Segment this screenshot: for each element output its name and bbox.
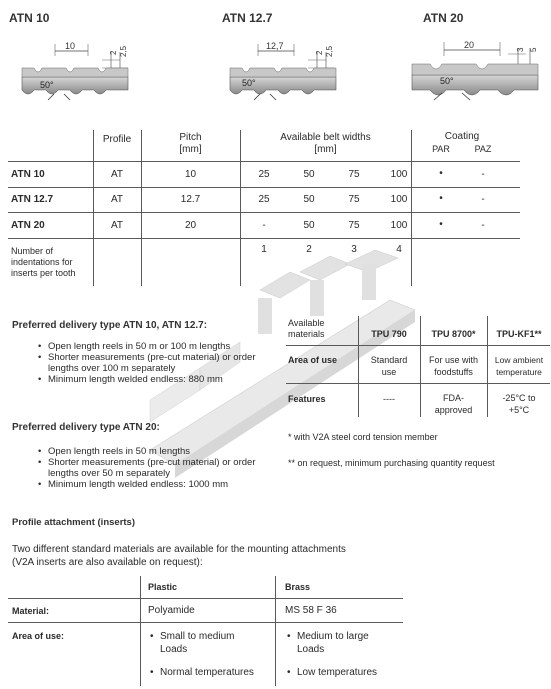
row-width: 100	[390, 169, 408, 180]
col-header-brass: Brass	[285, 582, 311, 592]
col-header-widths-unit: [mm]	[314, 144, 337, 155]
angle-label: 50°	[40, 80, 54, 90]
height-label-1: 2	[315, 50, 324, 55]
col-header-coating: Coating	[444, 131, 480, 142]
delivery1-list	[36, 341, 276, 385]
attachment-intro-line: Two different standard materials are available for the mounting attachments	[12, 544, 346, 555]
pitch-label: 12,7	[266, 41, 284, 51]
pitch-label: 20	[464, 40, 475, 50]
height-label-1: 2	[109, 50, 118, 55]
row-paz: -	[481, 220, 485, 231]
row-width: 100	[390, 194, 408, 205]
plastic-area-item-cont: Loads	[160, 644, 188, 655]
area-cell	[487, 354, 551, 378]
area-cell	[358, 354, 420, 378]
features-cell-line: FDA-	[443, 393, 464, 403]
indentation-value: 4	[396, 244, 402, 255]
plastic-material: Polyamide	[148, 605, 195, 616]
material-col-header: TPU 790	[371, 329, 407, 339]
plastic-area-item: • Normal temperatures	[150, 667, 254, 678]
footnote-1: * with V2A steel cord tension member	[288, 432, 438, 442]
indentations-label-line: inserts per tooth	[11, 268, 76, 278]
row-name: ATN 20	[11, 220, 45, 231]
delivery1-item: • Shorter measurements (pre-cut material) or order lengths over 100 m separately	[36, 352, 276, 374]
height-label-2: 2,5	[325, 45, 334, 57]
area-cell-line: Low ambient	[494, 355, 544, 365]
footnote-2: ** on request, minimum purchasing quantity request	[288, 458, 495, 468]
height-label-2: 2,5	[119, 45, 128, 57]
delivery2-item: • Shorter measurements (pre-cut material) or order lengths over 50 m separately	[36, 457, 276, 479]
indentations-label	[11, 246, 76, 279]
features-cell-line: approved	[434, 405, 473, 415]
indentation-value: 3	[351, 244, 357, 255]
profile-drawing-atn127	[228, 40, 348, 106]
delivery2-item: • Open length reels in 50 m lengths	[36, 446, 276, 457]
row-width: 100	[390, 220, 408, 231]
row-width: 50	[303, 169, 315, 180]
row-profile: AT	[110, 220, 124, 231]
row-width: 75	[348, 169, 360, 180]
area-cell-line: Standard	[370, 355, 408, 365]
row-par: •	[439, 219, 443, 230]
attachment-title: Profile attachment (inserts)	[12, 517, 135, 528]
delivery1-title: Preferred delivery type ATN 10, ATN 12.7:	[12, 320, 208, 331]
brass-area-item: • Low temperatures	[287, 667, 378, 678]
material-col-header: TPU 8700*	[431, 329, 476, 339]
height-label-1: 3	[516, 47, 525, 52]
brass-material: MS 58 F 36	[285, 605, 337, 616]
delivery1-item: • Open length reels in 50 m or 100 m lengths	[36, 341, 276, 352]
row-pitch: 20	[184, 220, 197, 231]
features-cell-line: -25°C to	[502, 393, 536, 403]
row-width: 50	[303, 194, 315, 205]
angle-label: 50°	[242, 78, 256, 88]
profile-drawing-atn20	[410, 38, 546, 106]
row-width: 25	[258, 169, 270, 180]
row-width: 25	[258, 194, 270, 205]
row-width: 75	[348, 194, 360, 205]
area-cell-line: temperature	[496, 367, 542, 377]
area-of-use-attachment-label: Area of use:	[12, 631, 65, 641]
features-cell	[420, 392, 487, 416]
indentation-value: 1	[261, 244, 267, 255]
plastic-area-text: Normal temperatures	[160, 667, 254, 678]
brass-area	[285, 630, 377, 679]
plastic-area	[148, 630, 254, 679]
delivery2-title: Preferred delivery type ATN 20:	[12, 422, 160, 433]
delivery2-item: • Minimum length welded endless: 1000 mm	[36, 479, 276, 490]
indentations-label-line: indentations for	[11, 257, 73, 267]
features-cell	[487, 392, 551, 416]
pitch-label: 10	[65, 41, 76, 51]
delivery2-list	[36, 446, 276, 490]
brass-area-item-cont: Loads	[297, 644, 325, 655]
row-par: •	[439, 168, 443, 179]
col-header-plastic: Plastic	[148, 582, 178, 592]
area-of-use-label: Area of use	[288, 355, 338, 365]
profile-title-atn10: ATN 10	[9, 11, 50, 25]
brass-area-text: Low temperatures	[297, 667, 378, 678]
area-cell	[420, 354, 487, 378]
attachment-intro	[12, 543, 346, 569]
row-par: •	[439, 193, 443, 204]
col-header-widths: Available belt widths	[280, 132, 371, 143]
area-cell-line: For use with	[428, 355, 479, 365]
row-width: -	[262, 220, 266, 231]
profile-drawing-atn10	[20, 40, 140, 106]
material-label: Material:	[12, 606, 50, 616]
row-name: ATN 10	[11, 169, 45, 180]
brass-area-text: Medium to large	[297, 631, 369, 642]
features-cell-line: +5°C	[508, 405, 530, 415]
brass-area-item: • Medium to large	[287, 631, 369, 642]
row-paz: -	[481, 194, 485, 205]
profile-title-atn20: ATN 20	[423, 11, 464, 25]
plastic-area-text: Small to medium	[160, 631, 235, 642]
row-name: ATN 12.7	[11, 194, 54, 205]
col-header-pitch-unit: [mm]	[179, 144, 202, 155]
col-header-profile: Profile	[102, 134, 132, 145]
profile-title-atn127: ATN 12.7	[222, 11, 273, 25]
available-materials-line: Available	[288, 318, 325, 328]
area-cell-line: use	[381, 367, 397, 377]
attachment-intro-line: (V2A inserts are also available on request):	[12, 557, 203, 568]
row-width: 75	[348, 220, 360, 231]
col-header-pitch: Pitch	[179, 132, 202, 143]
row-width: 50	[303, 220, 315, 231]
features-label: Features	[288, 394, 326, 404]
indentation-value: 2	[306, 244, 312, 255]
col-header-paz: PAZ	[474, 144, 492, 154]
row-pitch: 10	[184, 169, 197, 180]
row-profile: AT	[110, 169, 124, 180]
plastic-area-item: • Small to medium	[150, 631, 235, 642]
row-pitch: 12.7	[180, 194, 201, 205]
row-profile: AT	[110, 194, 124, 205]
features-cell: ----	[383, 394, 395, 404]
material-col-header: TPU-KF1**	[496, 329, 542, 339]
delivery1-item: • Minimum length welded endless: 880 mm	[36, 374, 276, 385]
indentations-label-line: Number of	[11, 246, 54, 256]
available-materials-line: materials	[288, 329, 325, 339]
angle-label: 50°	[440, 76, 454, 86]
height-label-2: 5	[529, 47, 538, 52]
col-header-par: PAR	[432, 144, 450, 154]
row-paz: -	[481, 169, 485, 180]
available-materials-label	[288, 318, 325, 340]
area-cell-line: foodstuffs	[434, 367, 473, 377]
